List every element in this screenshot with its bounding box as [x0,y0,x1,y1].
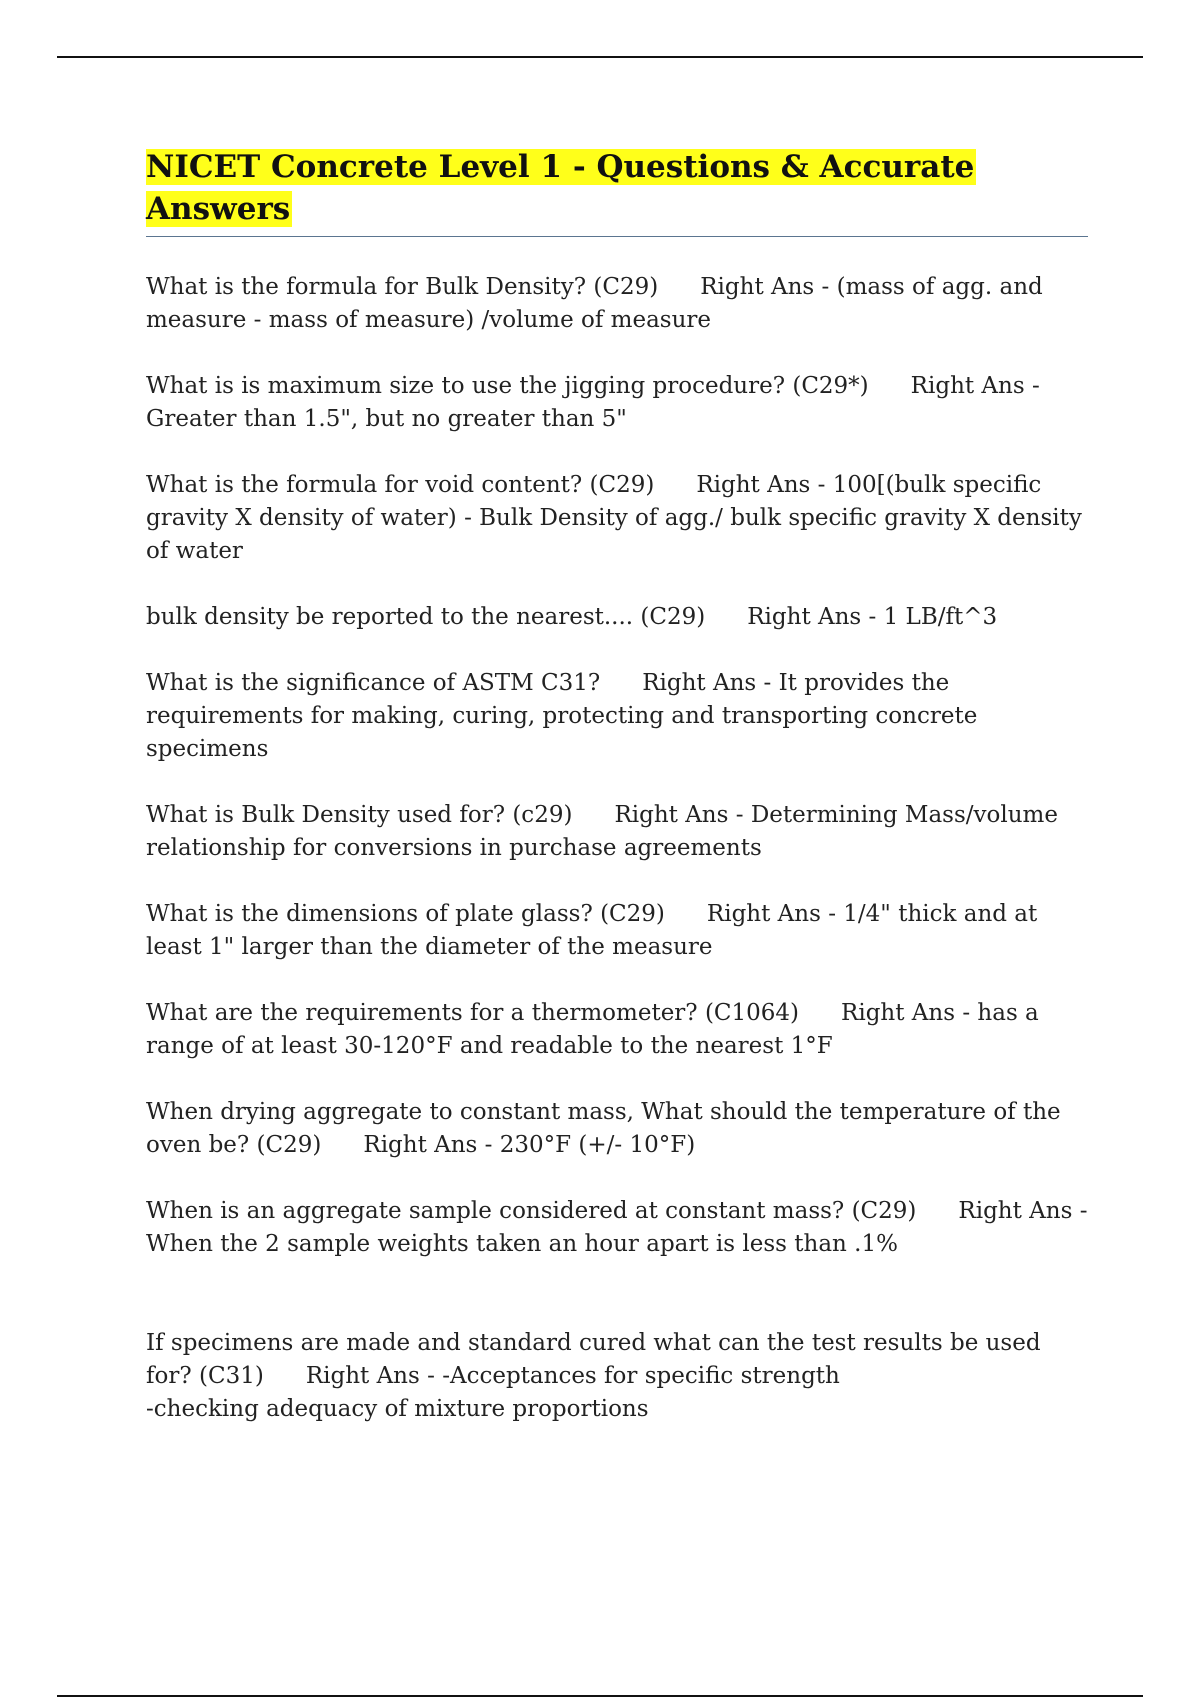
question-text: What is the formula for Bulk Density? (C29) [146,274,659,300]
qa-item-4 [146,601,1088,634]
question-text: What is the dimensions of plate glass? (C29) [146,901,665,927]
question-text: What is is maximum size to use the jigging procedure? (C29*) [146,373,869,399]
question-text: If specimens are made and standard cured what can the test results be used for? (C31) [146,1330,1048,1389]
qa-item-11 [146,1327,1088,1426]
qa-item-8 [146,997,1088,1063]
question-text: What is the formula for void content? (C29) [146,472,655,498]
answer-text: Right Ans - Determining Mass/volume relationship for conversions in purchase agreements [146,802,1066,861]
page-bottom-rule [57,1695,1143,1697]
answer-text: Right Ans - (mass of agg. and measure - mass of measure) /volume of measure [146,274,1051,333]
qa-item-3 [146,469,1088,568]
answer-text: Right Ans - 100[(bulk specific gravity X density of water) - Bulk Density of agg./ bulk specific gravity X density of water [146,472,1090,564]
question-text: bulk density be reported to the nearest.... (C29) [146,604,706,630]
question-text: What is Bulk Density used for? (c29) [146,802,573,828]
title-underline [146,236,1088,237]
answer-text: Right Ans - When the 2 sample weights taken an hour apart is less than .1% [146,1198,1095,1257]
qa-item-6 [146,799,1088,865]
document-title-text: NICET Concrete Level 1 - Questions & Accurate Answers [146,149,975,227]
question-text: When drying aggregate to constant mass, What should the temperature of the oven be? (C29) [146,1099,1068,1158]
answer-text: Right Ans - Greater than 1.5", but no greater than 5" [146,373,1048,432]
qa-item-9 [146,1096,1088,1162]
document-title [146,146,1088,230]
answer-text: Right Ans - 1 LB/ft^3 [747,604,998,630]
answer-text: Right Ans - has a range of at least 30-120°F and readable to the nearest 1°F [146,1000,1047,1059]
answer-text: Right Ans - It provides the requirements for making, curing, protecting and transporting concrete specimens [146,670,985,762]
qa-item-10 [146,1195,1095,1261]
document-body [146,146,1095,1459]
question-text: When is an aggregate sample considered at constant mass? (C29) [146,1198,917,1224]
page-top-rule [57,56,1143,58]
question-text: What are the requirements for a thermometer? (C1064) [146,1000,800,1026]
answer-text: Right Ans - -Acceptances for specific strength -checking adequacy of mixture proportions [146,1363,840,1422]
qa-item-1 [146,271,1088,337]
question-text: What is the significance of ASTM C31? [146,670,601,696]
qa-item-7 [146,898,1088,964]
qa-item-5 [146,667,1088,766]
answer-text: Right Ans - 1/4" thick and at least 1" larger than the diameter of the measure [146,901,1045,960]
qa-item-2 [146,370,1088,436]
answer-text: Right Ans - 230°F (+/- 10°F) [363,1132,696,1158]
